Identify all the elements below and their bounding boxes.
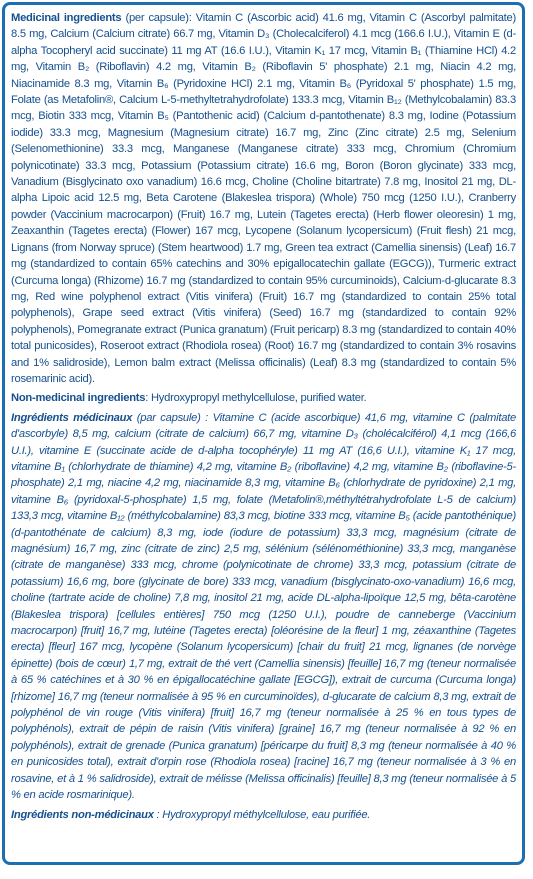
medicinal-ingredients-fr-label: Ingrédients médicinaux	[11, 411, 133, 424]
non-medicinal-ingredients-fr-text: : Hydroxypropyl méthylcellulose, eau purifiée.	[153, 808, 371, 821]
medicinal-ingredients-fr	[11, 410, 516, 804]
non-medicinal-ingredients-en-label: Non-medicinal ingredients	[11, 392, 146, 405]
medicinal-ingredients-fr-text: (par capsule) : Vitamine C (acide ascorbique) 41,6 mg, vitamine C (palmitate d'ascorbyle) 8,5 mg, calcium (citrate de calcium) 66,7 mg, vitamine D₃ (cholécalciférol) 4,1 mcg (166,6 U.I.), vitamine E (succinate acide de d-alpha tocophéryle) 11 mg AT (16,6 U.I.), vitamine K₁ 17 mcg, vitamine B₁ (chlorhydrate de thiamine) 4,2 mg, vitamine B₂ (riboflavine) 4,2 mg, vitamine B₂ (riboflavine-5-phosphate) 2,1 mg, niacine 4,2 mg, niacinamide 8,3 mg, vitamine B₆ (chlorhydrate de pyridoxine) 2,1 mg, vitamine B₆ (pyridoxal-5-phosphate) 1,5 mg, folate (Metafolin®,méthyltétrahydrofolate L-5 de calcium) 133,3 mcg, vitamine B₁₂ (méthylcobalamine) 83,3 mcg, biotine 333 mcg, vitamine B₅ (acide pantothénique) (d-pantothénate de calcium) 8,3 mg, iode (iodure de potassium) 33,3 mcg, magnésium (citrate de magnésium) 16,7 mg, zinc (citrate de zinc) 2,5 mg, sélénium (sélénométhionine) 33,3 mcg, manganèse (citrate de manganèse) 333 mcg, chrome (polynicotinate de chrome) 33,3 mcg, potassium (citrate de potassium) 16,6 mg, bore (glycinate de bore) 333 mcg, vanadium (bisglycinato-oxo-vanadium) 16,6 mcg, choline (tartrate acide de choline) 7,8 mg, inositol 21 mg, acide DL-alpha-lipoïque 12,5 mg, bêta-carotène (Blakeslea trispora) [cellules entières] 750 mcg (1250 U.I.), poudre de canneberge (Vaccinium macrocarpon) [fruit] 16,7 mg, lutéine (Tagetes erecta) [oléorésine de la fleur] 1 mg, zéaxanthine (Tagetes erecta) [fleur] 167 mcg, lycopène (Solanum lycopersicum) [chair du fruit] 21 mcg, lignanes (de norvège épinette) (bois de cœur) 1,7 mg, extrait de thé vert (Camellia sinensis) [feuille] 16,7 mg (teneur normalisée à 65 % catéchines et à 30 % en épigallocatéchine gallate [EGCG]), extrait de curcuma (Curcuma longa) [rhizome] 16,7 mg (teneur normalisée à 95 % en curcuminoïdes), d-glucarate de calcium 8,3 mg, extrait de polyphénol de vin rouge (Vitis vinifera) [fruit] 16,7 mg (teneur normalisée à 25 % en tous types de polyphénols), extrait de pépin de raisin (Vitis vinifera) [graine] 16,7 mg (teneur normalisée à 92 % en polyphénols), extrait de grenade (Punica granatum) [péricarpe du fruit] 8,3 mg (teneur normalisée à 40 % en punicosides total), extrait d'orpin rose (Rhodiola rosea) [racine] 16,7 mg (teneur normalisée à 3 % en rosavine, et à 1 % salidroside), extrait de mélisse (Melissa officinalis) [feuille] 8,3 mg (teneur normalisée à 5 % en acide rosmarinique).	[11, 411, 516, 802]
ingredients-panel	[2, 2, 525, 865]
medicinal-ingredients-en	[11, 10, 516, 387]
non-medicinal-ingredients-fr-label: Ingrédients non-médicinaux	[11, 808, 154, 821]
non-medicinal-ingredients-en-text: : Hydroxypropyl methylcellulose, purified water.	[145, 392, 367, 405]
medicinal-ingredients-en-label: Medicinal ingredients	[11, 12, 122, 24]
non-medicinal-ingredients-en	[11, 390, 516, 406]
non-medicinal-ingredients-fr	[11, 807, 516, 823]
medicinal-ingredients-en-text: (per capsule): Vitamin C (Ascorbic acid) 41.6 mg, Vitamin C (Ascorbyl palmitate) 8.5 mg, Calcium (Calcium citrate) 66.7 mg, Vitamin D₃ (Cholecalciferol) 4.1 mcg (166.6 I.U.), Vitamin E (d-alpha Tocopheryl acid succinate) 11 mg AT (16.6 I.U.), Vitamin K₁ 17 mcg, Vitamin B₁ (Thiamine HCl) 4.2 mg, Vitamin B₂ (Riboflavin) 4.2 mg, Vitamin B₂ (Riboflavin 5' phosphate) 2.1 mg, Niacin 4.2 mg, Niacinamide 8.3 mg, Vitamin B₆ (Pyridoxine HCl) 2.1 mg, Vitamin B₆ (Pyridoxal 5' phosphate) 1.5 mg, Folate (as Metafolin®, Calcium L-5-methyltetrahydrofolate) 133.3 mcg, Vitamin B₁₂ (Methylcobalamin) 83.3 mcg, Biotin 333 mcg, Vitamin B₅ (Pantothenic acid) (Calcium d-pantothenate) 8.3 mg, Iodine (Potassium iodide) 33.3 mcg, Magnesium (Magnesium citrate) 16.7 mg, Zinc (Zinc citrate) 2.5 mg, Selenium (Selenomethionine) 33.3 mcg, Manganese (Manganese citrate) 333 mcg, Chromium (Chromium polynicotinate) 33.3 mcg, Potassium (Potassium citrate) 16.6 mg, Boron (Boron glycinate) 333 mcg, Vanadium (Bisglycinato oxo vanadium) 16.6 mcg, Choline (Choline bitartrate) 7.8 mg, Inositol 21 mg, DL-alpha Lipoic acid 12.5 mg, Beta Carotene (Blakeslea trispora) (Whole) 750 mcg (1250 I.U.), Cranberry powder (Vaccinium macrocarpon) (Fruit) 16.7 mg, Lutein (Tagetes erecta) (Herb flower oleoresin) 1 mg, Zeaxanthin (Tagetes erecta) (Flower) 167 mcg, Lycopene (Solanum lycopersicum) (Fruit flesh) 21 mcg, Lignans (from Norway spruce) (Stem heartwood) 1.7 mg, Green tea extract (Camellia sinensis) (Leaf) 16.7 mg (standardized to contain 65% catechins and 30% epigallocatechin gallate (EGCG)), Turmeric extract (Curcuma longa) (Rhizome) 16.7 mg (standardized to contain 95% curcuminoids), Calcium-d-glucarate 8.3 mg, Red wine polyphenol extract (Vitis vinifera) (Fruit) 16.7 mg (standardized to contain 25% total polyphenols), Grape seed extract (Vitis vinifera) (Seed) 16.7 mg (standardized to contain 92% polyphenols), Pomegranate extract (Punica granatum) (Fruit pericarp) 8.3 mg (standardized to contain 40% total punicosides), Roseroot extract (Rhodiola rosea) (Root) 16.7 mg (standardized to contain 3% rosavins and 1% salidroside), Lemon balm extract (Melissa officinalis) (Leaf) 8.3 mg (standardized to contain 5% rosemarinic acid).	[11, 12, 516, 385]
